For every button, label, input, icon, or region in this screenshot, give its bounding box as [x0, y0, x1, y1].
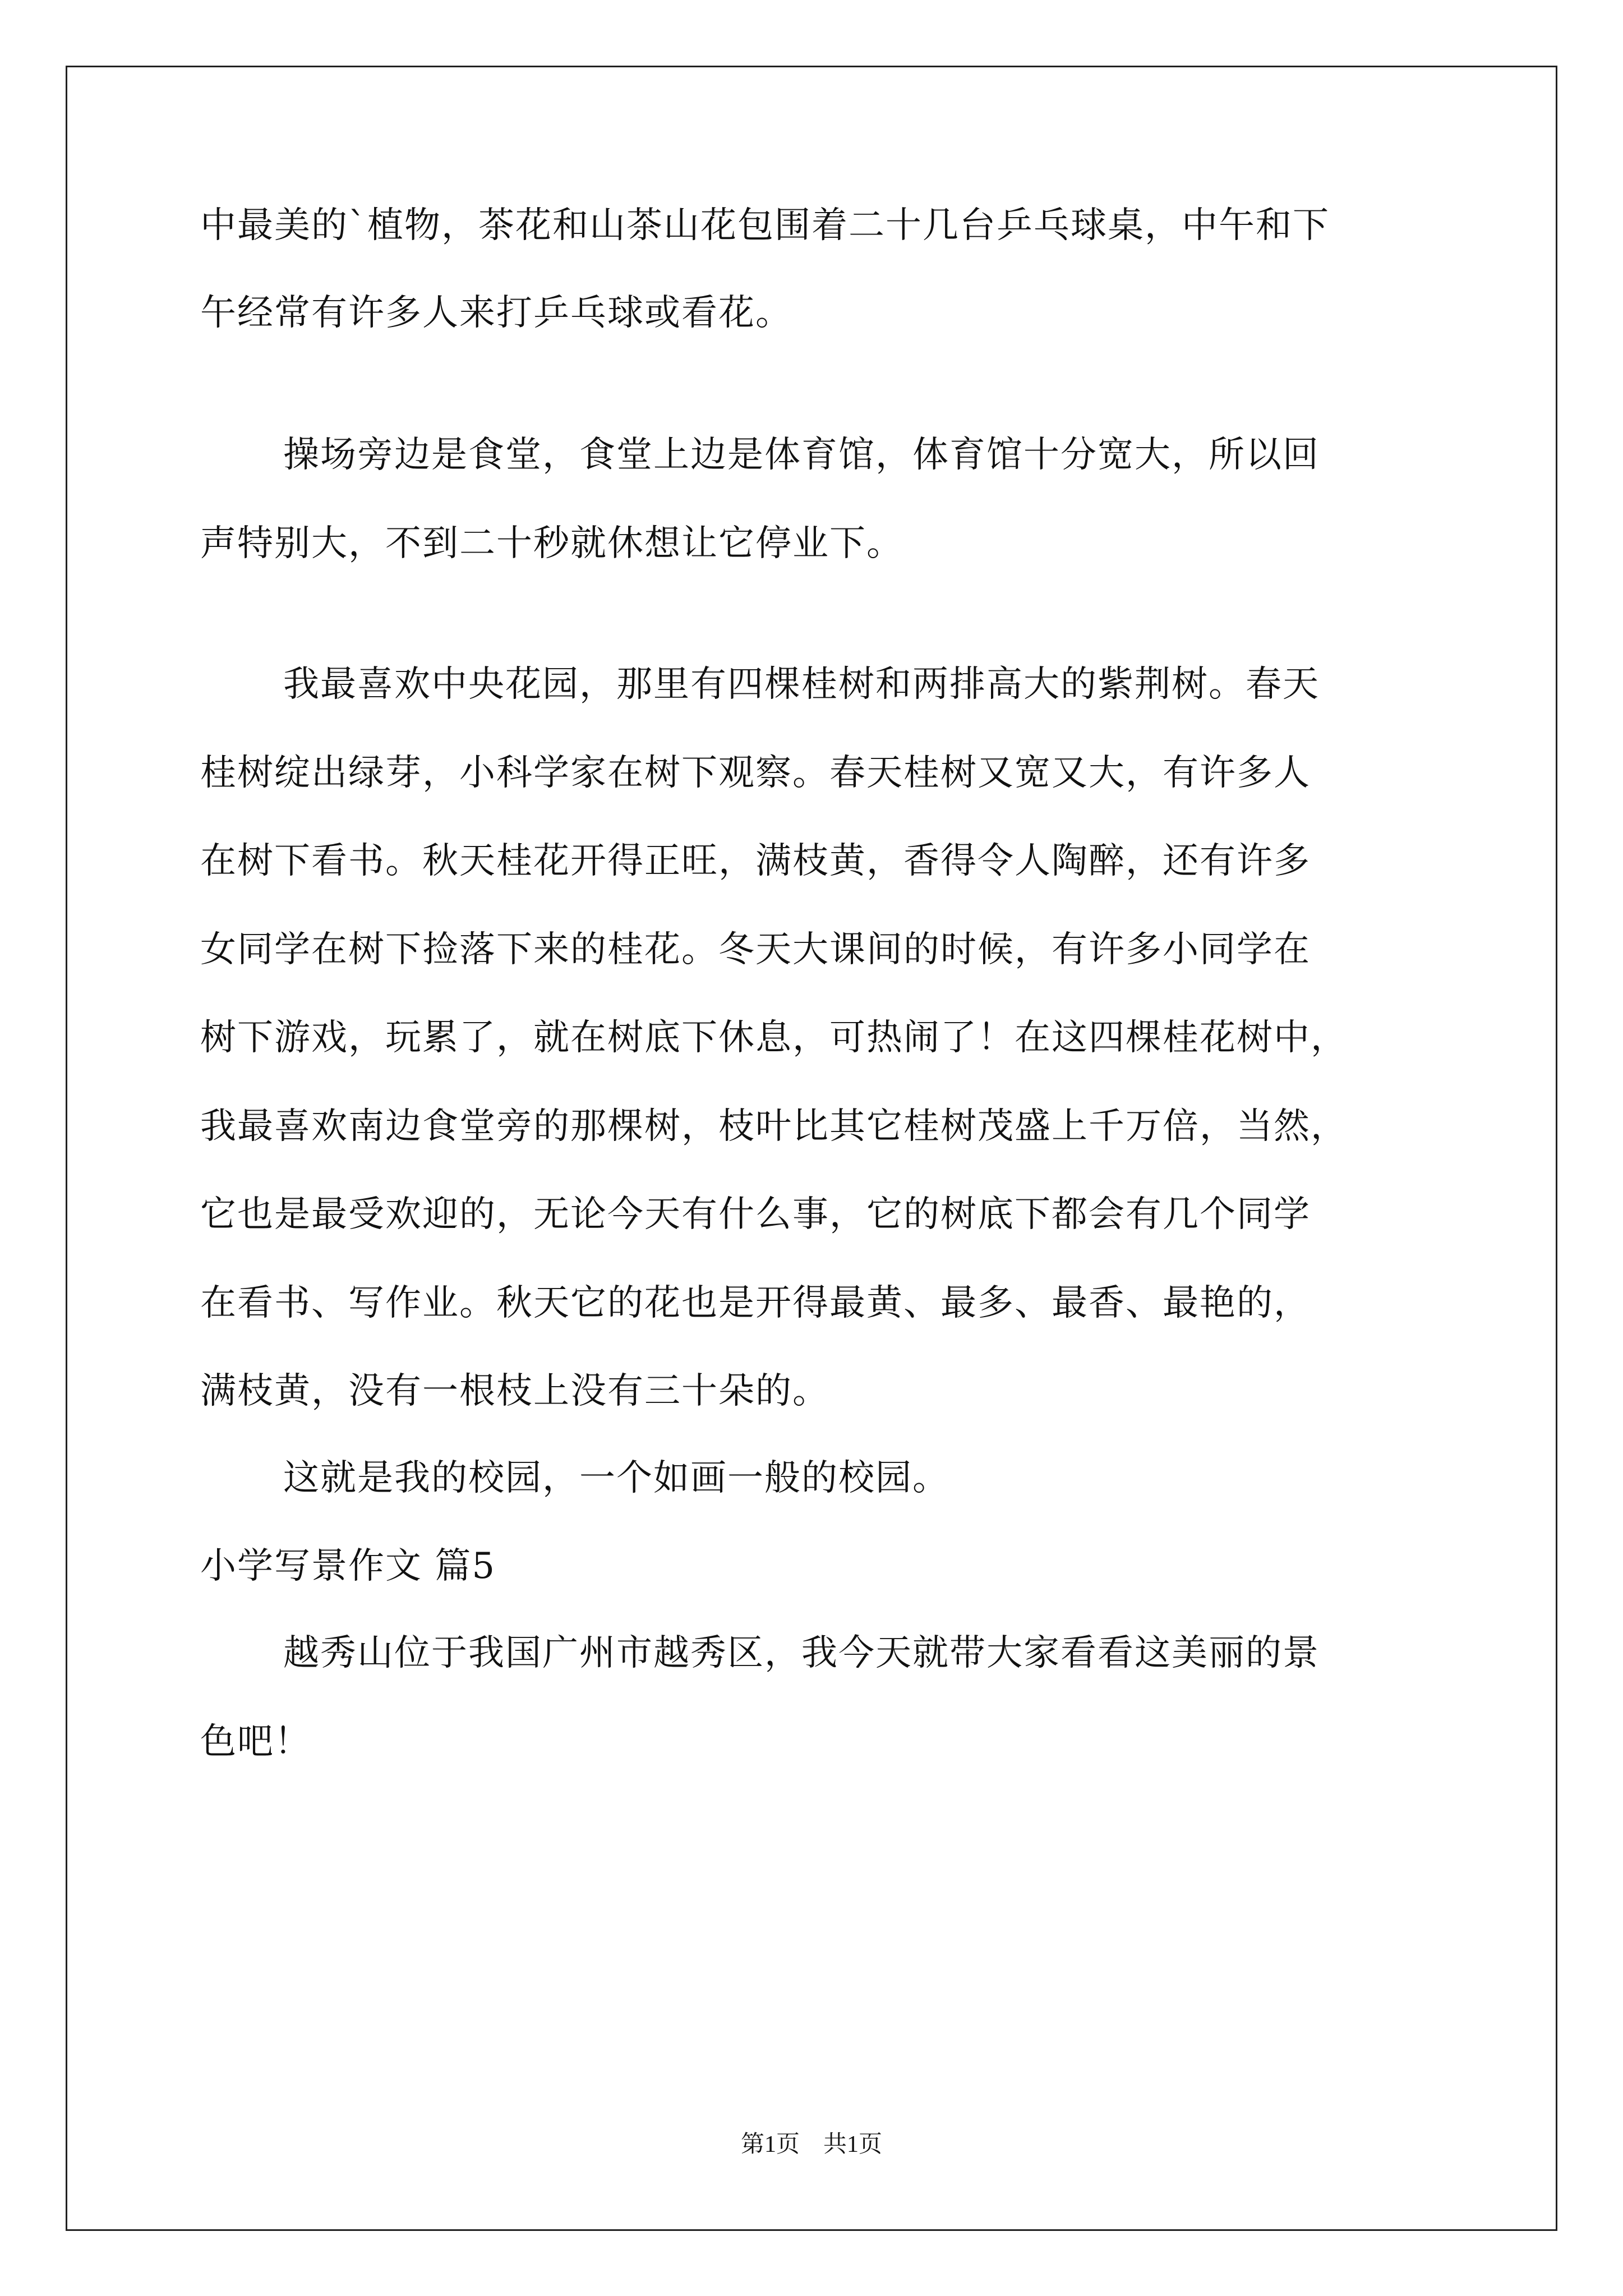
paragraph-line: 它也是最受欢迎的，无论今天有什么事，它的树底下都会有几个同学 — [200, 1194, 1311, 1235]
paragraph-line: 操场旁边是食堂，食堂上边是体育馆，体育馆十分宽大，所以回 — [283, 434, 1320, 476]
paragraph-line: 女同学在树下捡落下来的桂花。冬天大课间的时候，有许多小同学在 — [200, 929, 1311, 970]
paragraph-line: 满枝黄，没有一根枝上没有三十朵的。 — [200, 1370, 829, 1412]
page-border — [66, 66, 1557, 2231]
section-heading: 小学写景作文 篇5 — [200, 1545, 496, 1587]
paragraph-line: 在树下看书。秋天桂花开得正旺，满枝黄，香得令人陶醉，还有许多 — [200, 840, 1311, 882]
page-footer — [0, 2133, 1623, 2156]
paragraph-line: 树下游戏，玩累了，就在树底下休息，可热闹了！在这四棵桂花树中， — [200, 1017, 1348, 1059]
page-number-text: 第1页 共1页 — [740, 2132, 882, 2157]
paragraph-line: 午经常有许多人来打乒乓球或看花。 — [200, 292, 792, 334]
paragraph-line: 中最美的`植物，茶花和山茶山花包围着二十几台乒乓球桌，中午和下 — [200, 205, 1330, 246]
paragraph-line: 声特别大，不到二十秒就休想让它停业下。 — [200, 523, 903, 564]
paragraph-line: 在看书、写作业。秋天它的花也是开得最黄、最多、最香、最艳的， — [200, 1282, 1311, 1324]
paragraph-line: 这就是我的校园，一个如画一般的校园。 — [283, 1457, 949, 1499]
paragraph-line: 越秀山位于我国广州市越秀区，我今天就带大家看看这美丽的景 — [283, 1632, 1320, 1674]
paragraph-line: 色吧！ — [200, 1721, 311, 1763]
paragraph-line: 桂树绽出绿芽，小科学家在树下观察。春天桂树又宽又大，有许多人 — [200, 752, 1311, 794]
paragraph-line: 我最喜欢南边食堂旁的那棵树，枝叶比其它桂树茂盛上千万倍，当然， — [200, 1106, 1348, 1147]
paragraph-line: 我最喜欢中央花园，那里有四棵桂树和两排高大的紫荆树。春天 — [283, 664, 1320, 705]
